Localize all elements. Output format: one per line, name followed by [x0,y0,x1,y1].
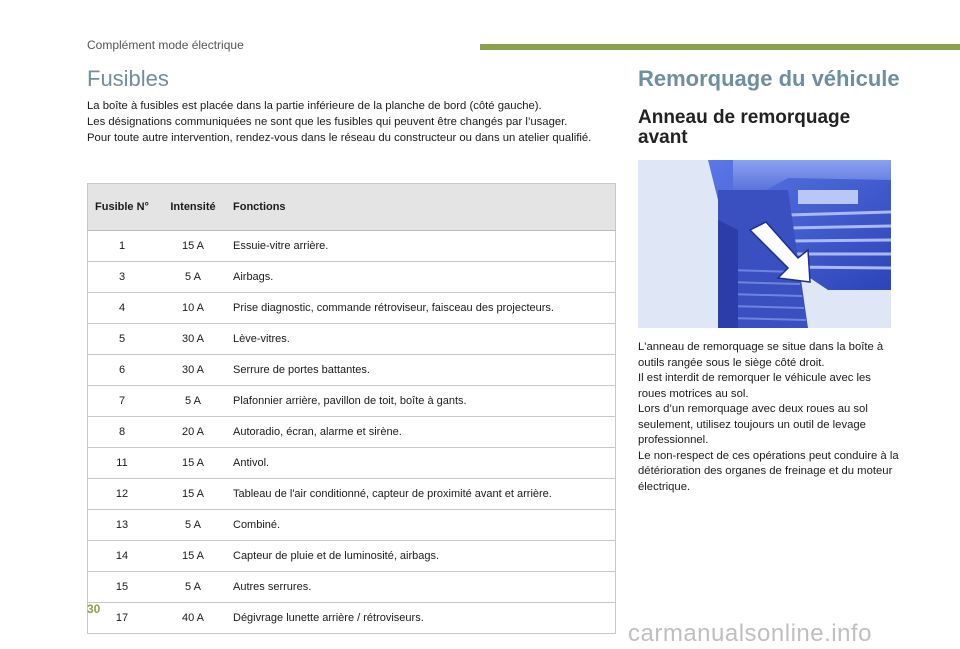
function-cell: Essuie-vitre arrière. [230,231,616,262]
function-cell: Antivol. [230,448,616,479]
watermark: carmanualsonline.info [628,620,872,647]
table-row [88,417,616,448]
table-row [88,262,616,293]
towing-paragraph: Lors d’un remorquage avec deux roues au sol seulement, utilisez toujours un outil de levage professionnel. [638,403,868,446]
table-row [88,510,616,541]
col-header-fuse-number: Fusible N° [88,184,157,231]
fuses-title: Fusibles [87,66,169,91]
intensity-cell: 5 A [156,510,230,541]
intro-line: Les désignations communiquées ne sont que les fusibles qui peuvent être changés par l’usager. [87,116,568,128]
intro-line: La boîte à fusibles est placée dans la partie inférieure de la planche de bord (côté gauche). [87,100,542,112]
function-cell: Combiné. [230,510,616,541]
fuse-number-cell: 13 [88,510,157,541]
towing-ring-illustration [638,160,891,328]
intensity-cell: 5 A [156,262,230,293]
fuse-number-cell: 1 [88,231,157,262]
function-cell: Capteur de pluie et de luminosité, airbags. [230,541,616,572]
intensity-cell: 5 A [156,386,230,417]
intensity-cell: 5 A [156,572,230,603]
table-row [88,541,616,572]
towing-paragraph: L'anneau de remorquage se situe dans la boîte à outils rangée sous le siège côté droit. [638,341,884,369]
towing-paragraph: Le non-respect de ces opérations peut conduire à la détérioration des organes de freinage et du moteur électrique. [638,449,899,493]
intensity-cell: 40 A [156,603,230,634]
fuse-number-cell: 4 [88,293,157,324]
towing-title: Remorquage du véhicule [638,66,900,91]
fuse-number-cell: 11 [88,448,157,479]
table-row [88,324,616,355]
intensity-cell: 15 A [156,448,230,479]
table-row [88,479,616,510]
page-number: 30 [87,602,101,616]
fuse-table [87,183,616,634]
intensity-cell: 15 A [156,231,230,262]
table-row [88,231,616,262]
fuse-number-cell: 12 [88,479,157,510]
table-row [88,448,616,479]
col-header-functions: Fonctions [230,184,616,231]
function-cell: Serrure de portes battantes. [230,355,616,386]
towing-ring-drawing [638,160,891,328]
fuse-number-cell: 5 [88,324,157,355]
fuse-number-cell: 7 [88,386,157,417]
function-cell: Prise diagnostic, commande rétroviseur, faisceau des projecteurs. [230,293,616,324]
table-row [88,355,616,386]
intensity-cell: 15 A [156,479,230,510]
fuse-number-cell: 17 [88,603,157,634]
function-cell: Dégivrage lunette arrière / rétroviseurs. [230,603,616,634]
function-cell: Plafonnier arrière, pavillon de toit, boîte à gants. [230,386,616,417]
table-row [88,572,616,603]
col-header-intensity: Intensité [156,184,230,231]
fuses-intro [87,98,612,146]
intensity-cell: 15 A [156,541,230,572]
towing-subtitle: Anneau de remorquage avant [638,107,851,148]
intensity-cell: 10 A [156,293,230,324]
header-accent-bar [480,44,960,50]
function-cell: Tableau de l'air conditionné, capteur de proximité avant et arrière. [230,479,616,510]
fuse-number-cell: 8 [88,417,157,448]
table-row [88,386,616,417]
function-cell: Airbags. [230,262,616,293]
table-row [88,293,616,324]
function-cell: Lève-vitres. [230,324,616,355]
towing-paragraph: Il est interdit de remorquer le véhicule avec les roues motrices au sol. [638,372,871,400]
fuse-number-cell: 15 [88,572,157,603]
function-cell: Autoradio, écran, alarme et sirène. [230,417,616,448]
towing-instructions [638,340,900,495]
fuse-number-cell: 3 [88,262,157,293]
function-cell: Autres serrures. [230,572,616,603]
fuse-number-cell: 14 [88,541,157,572]
intensity-cell: 30 A [156,355,230,386]
intro-line: Pour toute autre intervention, rendez-vous dans le réseau du constructeur ou dans un atelier qualifié. [87,132,592,144]
table-row [88,603,616,634]
section-header: Complément mode électrique [87,38,244,52]
fuse-number-cell: 6 [88,355,157,386]
intensity-cell: 30 A [156,324,230,355]
table-header-row [88,184,616,231]
intensity-cell: 20 A [156,417,230,448]
